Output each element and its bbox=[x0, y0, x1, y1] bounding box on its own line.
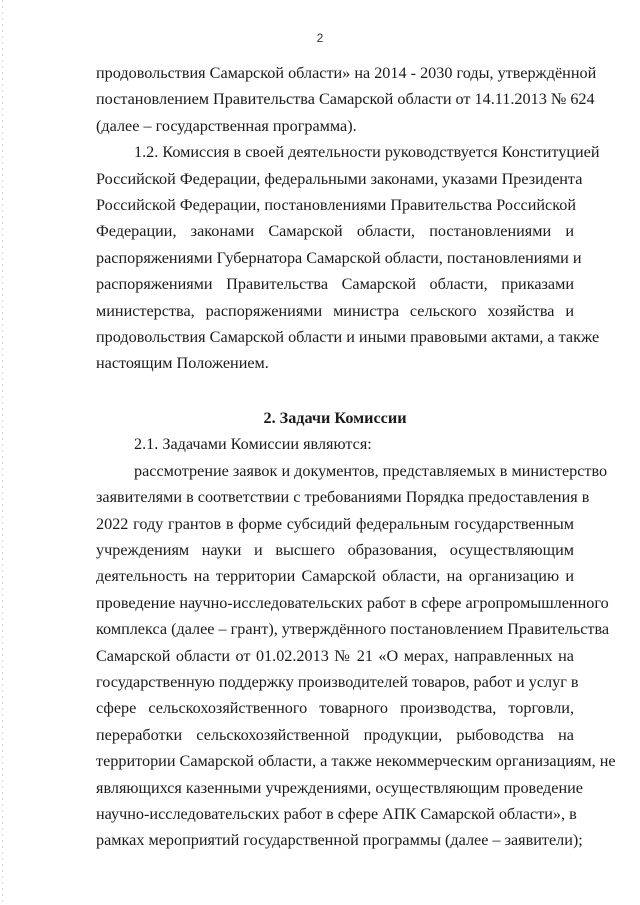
text-line: Российской Федерации, федеральными законами, указами Президента bbox=[96, 169, 583, 188]
paragraph-tasks bbox=[96, 458, 616, 854]
text-line: (далее – государственная программа). bbox=[96, 116, 357, 135]
text-line: Российской Федерации, постановлениями Правительства Российской bbox=[96, 196, 577, 215]
text-line: 2.1. Задачами Комиссии являются: bbox=[134, 435, 372, 454]
text-line: Федерации, законами Самарской области, постановлениями и bbox=[96, 222, 574, 241]
text-line: сфере сельскохозяйственного товарного производства, торговли, bbox=[96, 699, 574, 718]
text-line: являющихся казенными учреждениями, осуществляющим проведение bbox=[96, 778, 583, 797]
text-line: заявителями в соответствии с требованиями Порядка предоставления в bbox=[96, 488, 590, 507]
paragraph-2-1 bbox=[96, 431, 574, 457]
text-line: научно-исследовательских работ в сфере АПК Самарской области», в bbox=[96, 804, 577, 823]
paragraph-continuation bbox=[96, 60, 597, 139]
text-line: государственную поддержку производителей товаров, работ и услуг в bbox=[96, 672, 579, 691]
text-line: настоящим Положением. bbox=[96, 354, 269, 373]
scan-edge bbox=[2, 0, 3, 905]
text-line: проведение научно-исследовательских работ в сфере агропромышленного bbox=[96, 593, 609, 612]
text-line: постановлением Правительства Самарской области от 14.11.2013 № 624 bbox=[96, 90, 595, 109]
text-line: территории Самарской области, а также некоммерческим организациям, не bbox=[96, 752, 616, 771]
text-line: деятельность на территории Самарской области, на организацию и bbox=[96, 567, 574, 586]
text-line: рамках мероприятий государственной программы (далее – заявители); bbox=[96, 831, 583, 850]
text-line: министерства, распоряжениями министра сельского хозяйства и bbox=[96, 301, 574, 320]
section-heading: 2. Задачи Комиссии bbox=[263, 408, 407, 427]
text-line: комплекса (далее – грант), утверждённого постановлением Правительства bbox=[96, 620, 610, 639]
text-line: рассмотрение заявок и документов, представляемых в министерство bbox=[134, 461, 608, 480]
text-line: распоряжениями Правительства Самарской области, приказами bbox=[96, 275, 574, 294]
document-body bbox=[96, 60, 616, 854]
text-line: Самарской области от 01.02.2013 № 21 «О мерах, направленных на bbox=[96, 646, 574, 665]
page-number: 2 bbox=[316, 31, 324, 45]
text-line: 2022 году грантов в форме субсидий федеральным государственным bbox=[96, 514, 574, 533]
text-line: продовольствия Самарской области и иными правовыми актами, а также bbox=[96, 328, 600, 347]
paragraph-1-2 bbox=[96, 139, 600, 377]
text-line: распоряжениями Губернатора Самарской области, постановлениями и bbox=[96, 248, 582, 267]
text-line: 1.2. Комиссия в своей деятельности руководствуется Конституцией bbox=[134, 143, 600, 162]
text-line: продовольствия Самарской области» на 2014 - 2030 годы, утверждённой bbox=[96, 64, 597, 82]
text-line: учреждениям науки и высшего образования, осуществляющим bbox=[96, 540, 574, 559]
text-line: переработки сельскохозяйственной продукции, рыбоводства на bbox=[96, 725, 574, 744]
